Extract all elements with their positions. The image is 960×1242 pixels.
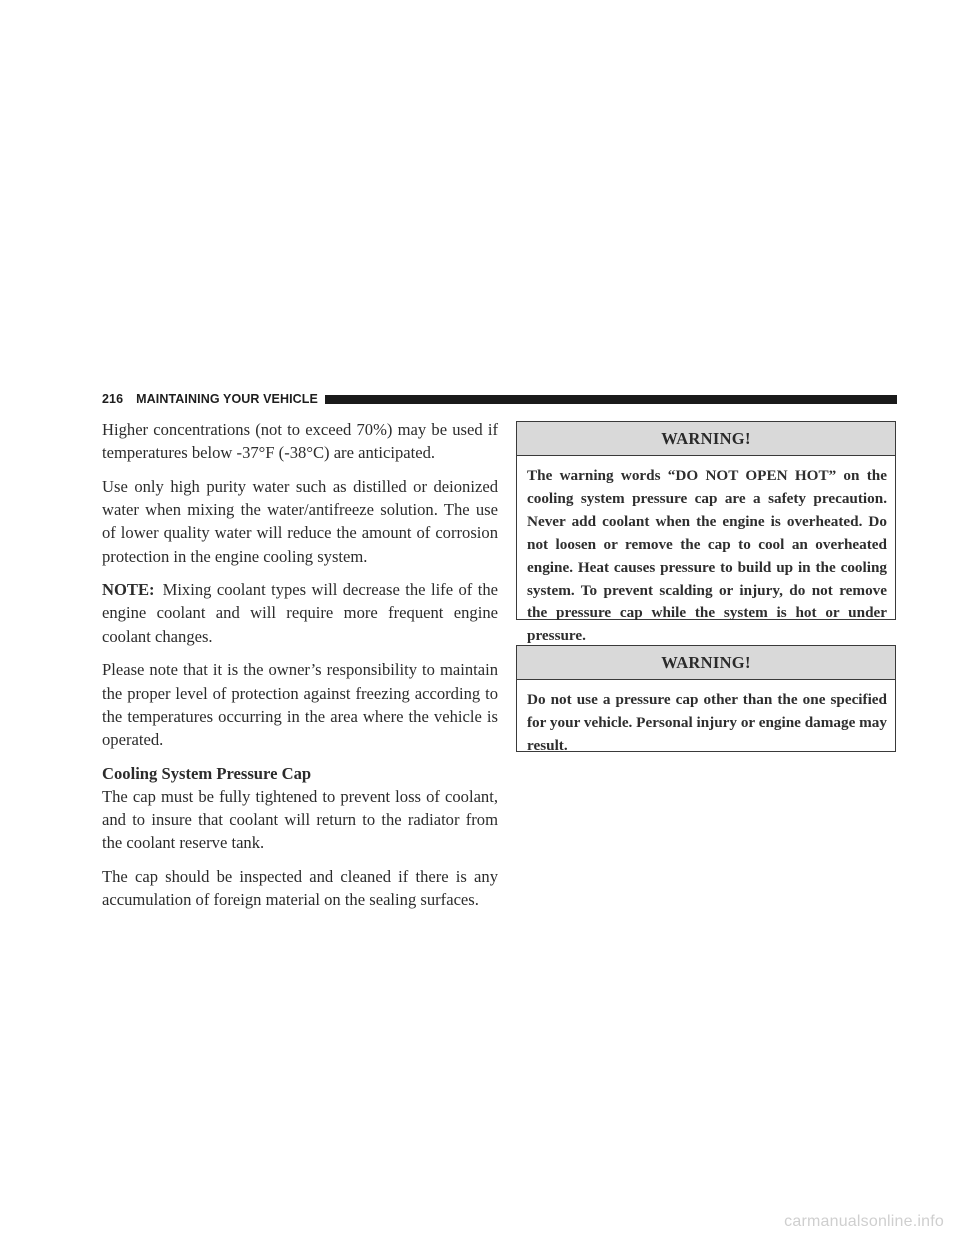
warning-title: WARNING! bbox=[517, 422, 895, 456]
running-header bbox=[102, 391, 897, 407]
section-title: MAINTAINING YOUR VEHICLE bbox=[136, 392, 318, 406]
note-text: Mixing coolant types will decrease the life of the engine coolant and will require more frequent engine coolant changes. bbox=[102, 580, 498, 646]
warning-box-cap-type bbox=[516, 645, 896, 752]
warning-body: Do not use a pressure cap other than the one specified for your vehicle. Personal injury or engine damage may result. bbox=[527, 691, 887, 754]
page-number: 216 bbox=[102, 392, 124, 406]
watermark-text: carmanualsonline.info bbox=[784, 1213, 944, 1230]
paragraph-concentration: Higher concentrations (not to exceed 70%) may be used if temperatures below -37°F (-38°C) are anticipated. bbox=[102, 420, 498, 463]
subheading-pressure-cap: Cooling System Pressure Cap bbox=[102, 763, 312, 783]
header-rule bbox=[325, 395, 897, 404]
note-label: NOTE: bbox=[102, 580, 155, 600]
paragraph-owner-responsibility: Please note that it is the owner’s responsibility to maintain the proper level of protection against freezing according to the temperatures occurring in the area where the vehicle is operated. bbox=[102, 660, 498, 749]
paragraph-cap-inspected: The cap should be inspected and cleaned if there is any accumulation of foreign material on the sealing surfaces. bbox=[102, 866, 498, 910]
warning-box-hot-cap bbox=[516, 421, 896, 645]
warning-title: WARNING! bbox=[517, 646, 895, 680]
paragraph-cap-tightened: The cap must be fully tightened to prevent loss of coolant, and to insure that coolant will return to the radiator from the coolant reserve tank. bbox=[102, 786, 498, 853]
warning-body: The warning words “DO NOT OPEN HOT” on the cooling system pressure cap are a safety precaution. Never add coolant when the engine is overheated. Do not loosen or remove the cap to cool an overheated engine. Heat causes pressure to build up in the cooling system. To prevent scalding or injury, do not remove the pressure cap while the system is hot or under pressure. bbox=[527, 467, 887, 645]
note-paragraph bbox=[102, 578, 498, 648]
paragraph-water-purity: Use only high purity water such as distilled or deionized water when mixing the water/antifreeze solution. The use of lower quality water will reduce the amount of corrosion protection in the engine cooling system. bbox=[102, 476, 498, 566]
left-column bbox=[102, 418, 498, 922]
